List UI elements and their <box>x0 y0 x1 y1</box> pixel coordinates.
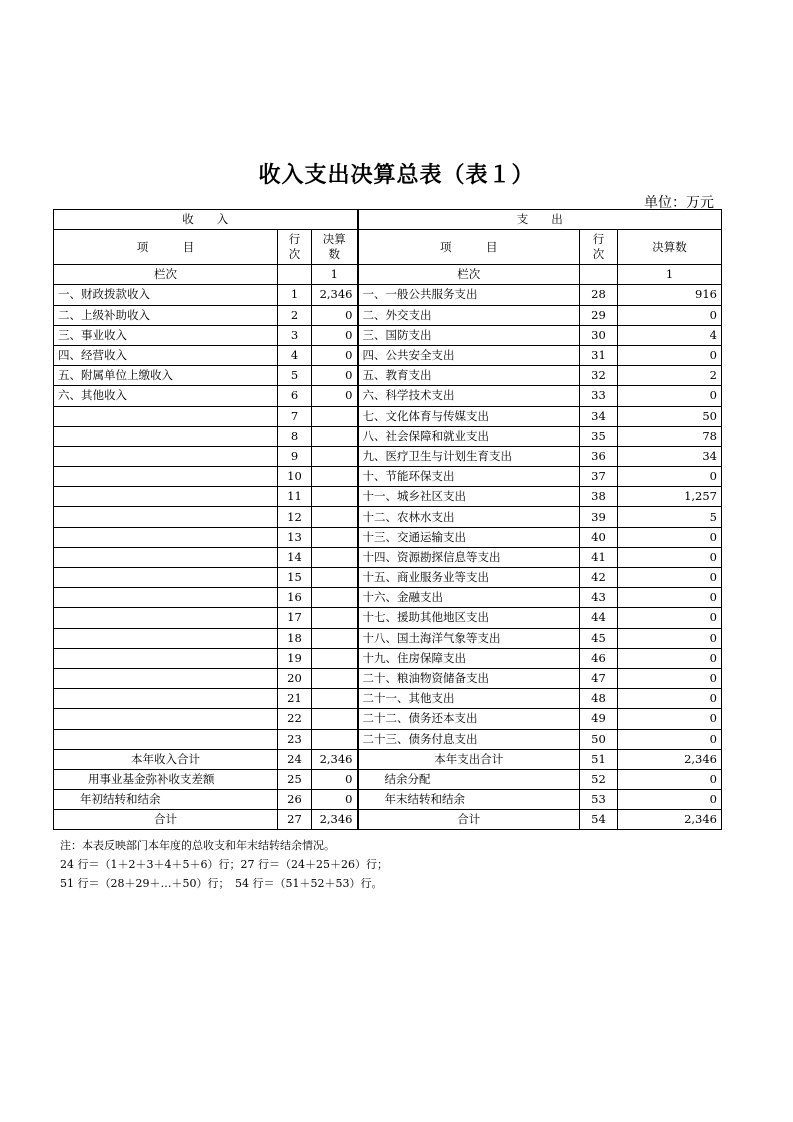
income-item: 四、经营收入 <box>54 345 278 365</box>
income-col-num: 1 <box>312 265 358 285</box>
expense-summary-item: 本年支出合计 <box>358 749 580 769</box>
income-row-no: 8 <box>278 426 312 446</box>
income-value: 0 <box>312 366 358 386</box>
expense-summary-item: 合计 <box>358 810 580 830</box>
income-summary-row-no: 24 <box>278 749 312 769</box>
expense-row-no: 31 <box>580 345 618 365</box>
expense-value: 2 <box>618 366 722 386</box>
income-value <box>312 588 358 608</box>
income-value: 0 <box>312 345 358 365</box>
expense-row-no: 39 <box>580 507 618 527</box>
expense-row-no: 41 <box>580 547 618 567</box>
expense-item: 七、文化体育与传媒支出 <box>358 406 580 426</box>
expense-row-no: 47 <box>580 668 618 688</box>
income-row-no: 19 <box>278 648 312 668</box>
expense-value: 4 <box>618 325 722 345</box>
expense-row-no: 28 <box>580 285 618 305</box>
expense-item: 一、一般公共服务支出 <box>358 285 580 305</box>
summary-row <box>54 749 722 769</box>
table-row <box>54 547 722 567</box>
expense-item: 六、科学技术支出 <box>358 386 580 406</box>
expense-row-no: 44 <box>580 608 618 628</box>
income-item <box>54 628 278 648</box>
expense-summary-value: 2,346 <box>618 810 722 830</box>
income-item <box>54 588 278 608</box>
income-row-no: 9 <box>278 446 312 466</box>
expense-item: 五、教育支出 <box>358 366 580 386</box>
expense-item: 十八、国土海洋气象等支出 <box>358 628 580 648</box>
expense-value: 0 <box>618 568 722 588</box>
notes <box>60 836 388 893</box>
expense-value: 5 <box>618 507 722 527</box>
expense-value: 0 <box>618 345 722 365</box>
expense-value: 0 <box>618 608 722 628</box>
note-line: 24 行＝（1＋2＋3＋4＋5＋6）行；27 行＝（24＋25＋26）行； <box>60 858 388 871</box>
income-value <box>312 547 358 567</box>
income-value <box>312 446 358 466</box>
expense-item-header: 项 目 <box>358 230 580 265</box>
expense-row-no: 33 <box>580 386 618 406</box>
expense-row-no: 49 <box>580 709 618 729</box>
expense-value: 1,257 <box>618 487 722 507</box>
expense-row-no: 37 <box>580 467 618 487</box>
table-row <box>54 568 722 588</box>
income-item <box>54 467 278 487</box>
expense-row-no: 43 <box>580 588 618 608</box>
income-value <box>312 507 358 527</box>
expense-row-no: 35 <box>580 426 618 446</box>
income-item <box>54 547 278 567</box>
expense-value: 0 <box>618 668 722 688</box>
summary-row <box>54 790 722 810</box>
expense-item: 二十一、其他支出 <box>358 689 580 709</box>
table-row <box>54 588 722 608</box>
expense-row-no: 34 <box>580 406 618 426</box>
income-item <box>54 709 278 729</box>
income-value <box>312 729 358 749</box>
income-item <box>54 426 278 446</box>
income-item <box>54 648 278 668</box>
expense-item: 二十、粮油物资储备支出 <box>358 668 580 688</box>
expense-item: 三、国防支出 <box>358 325 580 345</box>
summary-row <box>54 810 722 830</box>
income-value <box>312 628 358 648</box>
income-value <box>312 608 358 628</box>
expense-row-no: 50 <box>580 729 618 749</box>
income-item <box>54 487 278 507</box>
income-row-no: 11 <box>278 487 312 507</box>
table-row <box>54 668 722 688</box>
income-value <box>312 668 358 688</box>
income-summary-value: 0 <box>312 790 358 810</box>
table-row <box>54 406 722 426</box>
table-row <box>54 305 722 325</box>
expense-summary-row-no: 51 <box>580 749 618 769</box>
table-row <box>54 729 722 749</box>
income-row-no: 14 <box>278 547 312 567</box>
income-row-no: 2 <box>278 305 312 325</box>
income-summary-value: 2,346 <box>312 749 358 769</box>
income-row-no: 15 <box>278 568 312 588</box>
expense-row-no: 30 <box>580 325 618 345</box>
income-summary-row-no: 26 <box>278 790 312 810</box>
header-row-2 <box>54 230 722 265</box>
income-summary-value: 2,346 <box>312 810 358 830</box>
expense-item: 十二、农林水支出 <box>358 507 580 527</box>
income-value <box>312 406 358 426</box>
income-item: 五、附属单位上缴收入 <box>54 366 278 386</box>
table-row <box>54 386 722 406</box>
income-item <box>54 406 278 426</box>
table-row <box>54 285 722 305</box>
income-row-no: 17 <box>278 608 312 628</box>
income-value: 0 <box>312 325 358 345</box>
expense-value: 0 <box>618 628 722 648</box>
expense-value: 34 <box>618 446 722 466</box>
expense-header: 支 出 <box>358 210 722 230</box>
expense-value: 0 <box>618 467 722 487</box>
income-summary-row-no: 27 <box>278 810 312 830</box>
income-row-no: 1 <box>278 285 312 305</box>
expense-summary-row-no: 54 <box>580 810 618 830</box>
expense-item: 四、公共安全支出 <box>358 345 580 365</box>
expense-item: 十三、交通运输支出 <box>358 527 580 547</box>
income-item: 六、其他收入 <box>54 386 278 406</box>
expense-value: 0 <box>618 689 722 709</box>
income-value <box>312 648 358 668</box>
income-row-no: 16 <box>278 588 312 608</box>
expense-row-no: 48 <box>580 689 618 709</box>
expense-summary-value: 2,346 <box>618 749 722 769</box>
table-row <box>54 325 722 345</box>
budget-table <box>53 209 722 830</box>
income-row-no: 13 <box>278 527 312 547</box>
expense-row-no: 36 <box>580 446 618 466</box>
expense-value: 0 <box>618 547 722 567</box>
expense-amount-header: 决算数 <box>618 230 722 265</box>
table-row <box>54 467 722 487</box>
income-item: 三、事业收入 <box>54 325 278 345</box>
expense-summary-item: 结余分配 <box>358 769 580 789</box>
expense-item: 八、社会保障和就业支出 <box>358 426 580 446</box>
income-row-no: 6 <box>278 386 312 406</box>
note-line: 注：本表反映部门本年度的总收支和年末结转结余情况。 <box>60 839 335 852</box>
expense-value: 0 <box>618 527 722 547</box>
table-row <box>54 709 722 729</box>
expense-row-no: 32 <box>580 366 618 386</box>
expense-item: 十九、住房保障支出 <box>358 648 580 668</box>
expense-summary-value: 0 <box>618 790 722 810</box>
income-value <box>312 487 358 507</box>
income-row-no: 7 <box>278 406 312 426</box>
expense-item: 二、外交支出 <box>358 305 580 325</box>
income-row-no: 3 <box>278 325 312 345</box>
expense-item: 十五、商业服务业等支出 <box>358 568 580 588</box>
expense-col-label: 栏次 <box>358 265 580 285</box>
income-summary-item: 用事业基金弥补收支差额 <box>54 769 278 789</box>
income-row-no: 5 <box>278 366 312 386</box>
income-value <box>312 467 358 487</box>
header-row-1 <box>54 210 722 230</box>
income-row-no: 20 <box>278 668 312 688</box>
expense-row-no: 45 <box>580 628 618 648</box>
income-item <box>54 608 278 628</box>
expense-value: 50 <box>618 406 722 426</box>
income-summary-row-no: 25 <box>278 769 312 789</box>
table-row <box>54 608 722 628</box>
note-line: 51 行＝（28＋29＋…＋50）行； 54 行＝（51＋52＋53）行。 <box>60 877 383 890</box>
expense-row-no: 42 <box>580 568 618 588</box>
income-item: 一、财政拨款收入 <box>54 285 278 305</box>
income-value <box>312 709 358 729</box>
table-row <box>54 446 722 466</box>
expense-col-num: 1 <box>618 265 722 285</box>
income-row-no: 18 <box>278 628 312 648</box>
income-summary-item: 合计 <box>54 810 278 830</box>
expense-item: 十六、金融支出 <box>358 588 580 608</box>
income-item <box>54 446 278 466</box>
income-item <box>54 668 278 688</box>
income-item-header: 项 目 <box>54 230 278 265</box>
expense-item: 十七、援助其他地区支出 <box>358 608 580 628</box>
expense-value: 0 <box>618 729 722 749</box>
table-row <box>54 426 722 446</box>
income-value <box>312 527 358 547</box>
income-summary-item: 本年收入合计 <box>54 749 278 769</box>
income-item <box>54 729 278 749</box>
income-summary-item: 年初结转和结余 <box>54 790 278 810</box>
unit-label: 单位：万元 <box>644 195 714 211</box>
income-value <box>312 689 358 709</box>
expense-row-no: 46 <box>580 648 618 668</box>
expense-summary-row-no: 53 <box>580 790 618 810</box>
table-row <box>54 628 722 648</box>
table-row <box>54 487 722 507</box>
income-item: 二、上级补助收入 <box>54 305 278 325</box>
income-rowno-header: 行 次 <box>278 230 312 265</box>
expense-row-no: 38 <box>580 487 618 507</box>
table-row <box>54 527 722 547</box>
expense-item: 二十二、债务还本支出 <box>358 709 580 729</box>
income-amount-header: 决算 数 <box>312 230 358 265</box>
income-summary-value: 0 <box>312 769 358 789</box>
expense-item: 十一、城乡社区支出 <box>358 487 580 507</box>
income-value: 0 <box>312 305 358 325</box>
income-row-no: 10 <box>278 467 312 487</box>
expense-value: 0 <box>618 588 722 608</box>
table-row <box>54 366 722 386</box>
income-value: 2,346 <box>312 285 358 305</box>
expense-row-no: 29 <box>580 305 618 325</box>
summary-row <box>54 769 722 789</box>
income-row-no: 21 <box>278 689 312 709</box>
income-row-no: 23 <box>278 729 312 749</box>
expense-summary-value: 0 <box>618 769 722 789</box>
income-item <box>54 568 278 588</box>
income-header: 收 入 <box>54 210 358 230</box>
expense-value: 0 <box>618 709 722 729</box>
table-row <box>54 345 722 365</box>
income-item <box>54 527 278 547</box>
expense-summary-item: 年末结转和结余 <box>358 790 580 810</box>
expense-item: 十四、资源勘探信息等支出 <box>358 547 580 567</box>
table-row <box>54 648 722 668</box>
expense-value: 0 <box>618 648 722 668</box>
income-item <box>54 507 278 527</box>
income-value <box>312 426 358 446</box>
income-value <box>312 568 358 588</box>
expense-value: 916 <box>618 285 722 305</box>
expense-item: 十、节能环保支出 <box>358 467 580 487</box>
expense-row-no: 40 <box>580 527 618 547</box>
page-title: 收入支出决算总表（表１） <box>258 163 535 188</box>
expense-item: 二十三、债务付息支出 <box>358 729 580 749</box>
expense-value: 78 <box>618 426 722 446</box>
table-row <box>54 689 722 709</box>
expense-item: 九、医疗卫生与计划生育支出 <box>358 446 580 466</box>
expense-summary-row-no: 52 <box>580 769 618 789</box>
expense-value: 0 <box>618 386 722 406</box>
table-row <box>54 507 722 527</box>
income-col-label: 栏次 <box>54 265 278 285</box>
income-row-no: 4 <box>278 345 312 365</box>
expense-rowno-header: 行 次 <box>580 230 618 265</box>
income-value: 0 <box>312 386 358 406</box>
income-row-no: 12 <box>278 507 312 527</box>
income-item <box>54 689 278 709</box>
header-row-3 <box>54 265 722 285</box>
income-row-no: 22 <box>278 709 312 729</box>
expense-value: 0 <box>618 305 722 325</box>
